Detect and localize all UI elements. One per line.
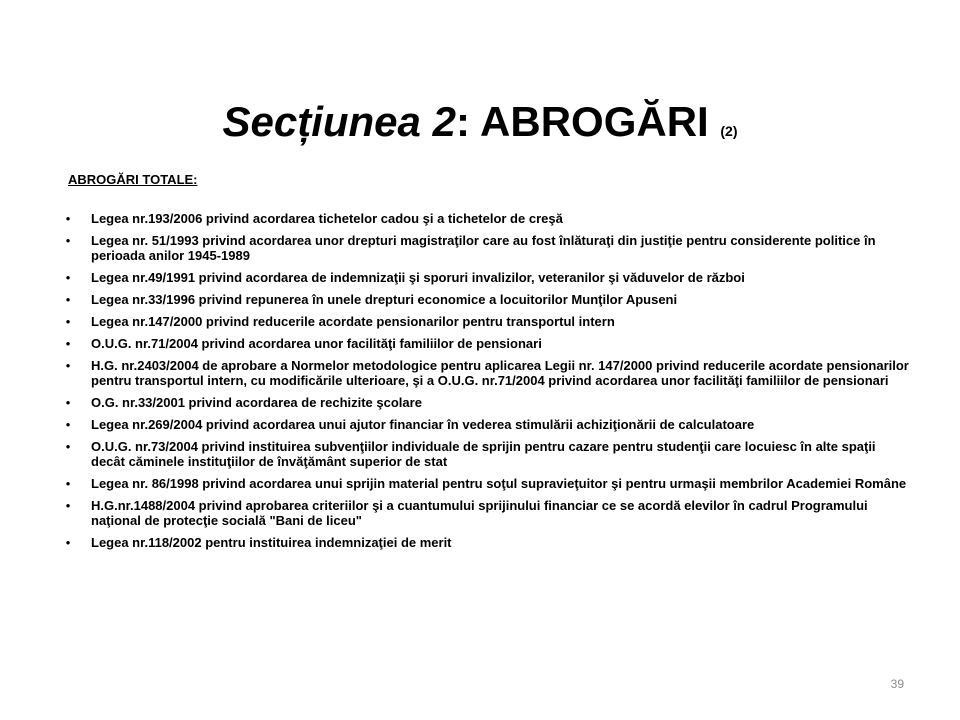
list-item (62, 336, 912, 351)
list-item-text: H.G.nr.1488/2004 privind aprobarea criteriilor şi a cuantumului sprijinului financiar ce se acordă elevilor în cadrul Programului naţional de protecţie socială "Bani de liceu" (91, 498, 868, 528)
section-heading: ABROGĂRI TOTALE: (68, 172, 198, 187)
page-number: 39 (890, 677, 904, 691)
list-item-text: O.U.G. nr.73/2004 privind instituirea subvenţiilor individuale de sprijin pentru cazare pentru studenţii care locuiesc în alte spaţii decât căminele instituţiilor de învăţământ superior de stat (91, 439, 876, 469)
list-item (62, 417, 912, 432)
bullet-icon: • (65, 336, 71, 351)
list-item-text: Legea nr. 86/1998 privind acordarea unui sprijin material pentru soţul supravieţuitor şi pentru urmaşii membrilor Academiei Române (91, 476, 907, 491)
bullet-icon: • (65, 417, 71, 432)
list-item (62, 535, 912, 550)
slide-title-suffix: (2) (720, 123, 738, 140)
bullet-icon: • (65, 498, 71, 513)
list-item (62, 270, 912, 285)
list-item-text: Legea nr.193/2006 privind acordarea tichetelor cadou şi a tichetelor de creşă (91, 211, 563, 226)
bullet-icon: • (65, 395, 71, 410)
slide-title-section: Secțiunea 2 (222, 98, 456, 146)
list-item (62, 314, 912, 329)
list-item-text: Legea nr.33/1996 privind repunerea în unele drepturi economice a locuitorilor Munţilor Apuseni (91, 292, 678, 307)
bullet-icon: • (65, 476, 71, 491)
bullet-icon: • (65, 233, 71, 248)
slide-title-separator: : (455, 98, 481, 146)
list-item (62, 211, 912, 226)
list-item-text: O.U.G. nr.71/2004 privind acordarea unor facilităţi familiilor de pensionari (91, 336, 542, 351)
bullet-icon: • (65, 439, 71, 454)
list-item-text: Legea nr.118/2002 pentru instituirea indemnizaţiei de merit (91, 535, 452, 550)
slide-title (0, 92, 960, 161)
bullet-icon: • (65, 292, 71, 307)
list-item-text: H.G. nr.2403/2004 de aprobare a Normelor metodologice pentru aplicarea Legii nr. 147/2000 privind reducerile acordate pensionarilor pentru transportul intern, cu modificările ulterioare, şi a O.U.G. nr.71/2004 privind acordarea unor facilităţi familiilor de pensionari (91, 358, 909, 388)
bullet-icon: • (65, 314, 71, 329)
list-item-text: Legea nr.49/1991 privind acordarea de indemnizaţii şi sporuri invalizilor, veteranilor şi văduvelor de război (91, 270, 745, 285)
bullet-icon: • (65, 535, 71, 550)
list-item (62, 358, 912, 388)
list-item-text: O.G. nr.33/2001 privind acordarea de rechizite şcolare (91, 395, 422, 410)
slide-content (62, 172, 912, 557)
bullet-icon: • (65, 358, 71, 373)
slide-title-main: ABROGĂRI (480, 98, 721, 146)
list-item (62, 476, 912, 491)
list-item-text: Legea nr.147/2000 privind reducerile acordate pensionarilor pentru transportul intern (91, 314, 615, 329)
bullet-icon: • (65, 211, 71, 226)
list-item (62, 439, 912, 469)
list-item (62, 498, 912, 528)
acts-list (62, 211, 912, 550)
list-item (62, 233, 912, 263)
list-item (62, 395, 912, 410)
list-item (62, 292, 912, 307)
list-item-text: Legea nr.269/2004 privind acordarea unui ajutor financiar în vederea stimulării achiziţionării de calculatoare (91, 417, 755, 432)
list-item-text: Legea nr. 51/1993 privind acordarea unor drepturi magistraţilor care au fost înlăturaţi din justiţie pentru considerente politice în perioada anilor 1945-1989 (91, 233, 876, 263)
bullet-icon: • (65, 270, 71, 285)
